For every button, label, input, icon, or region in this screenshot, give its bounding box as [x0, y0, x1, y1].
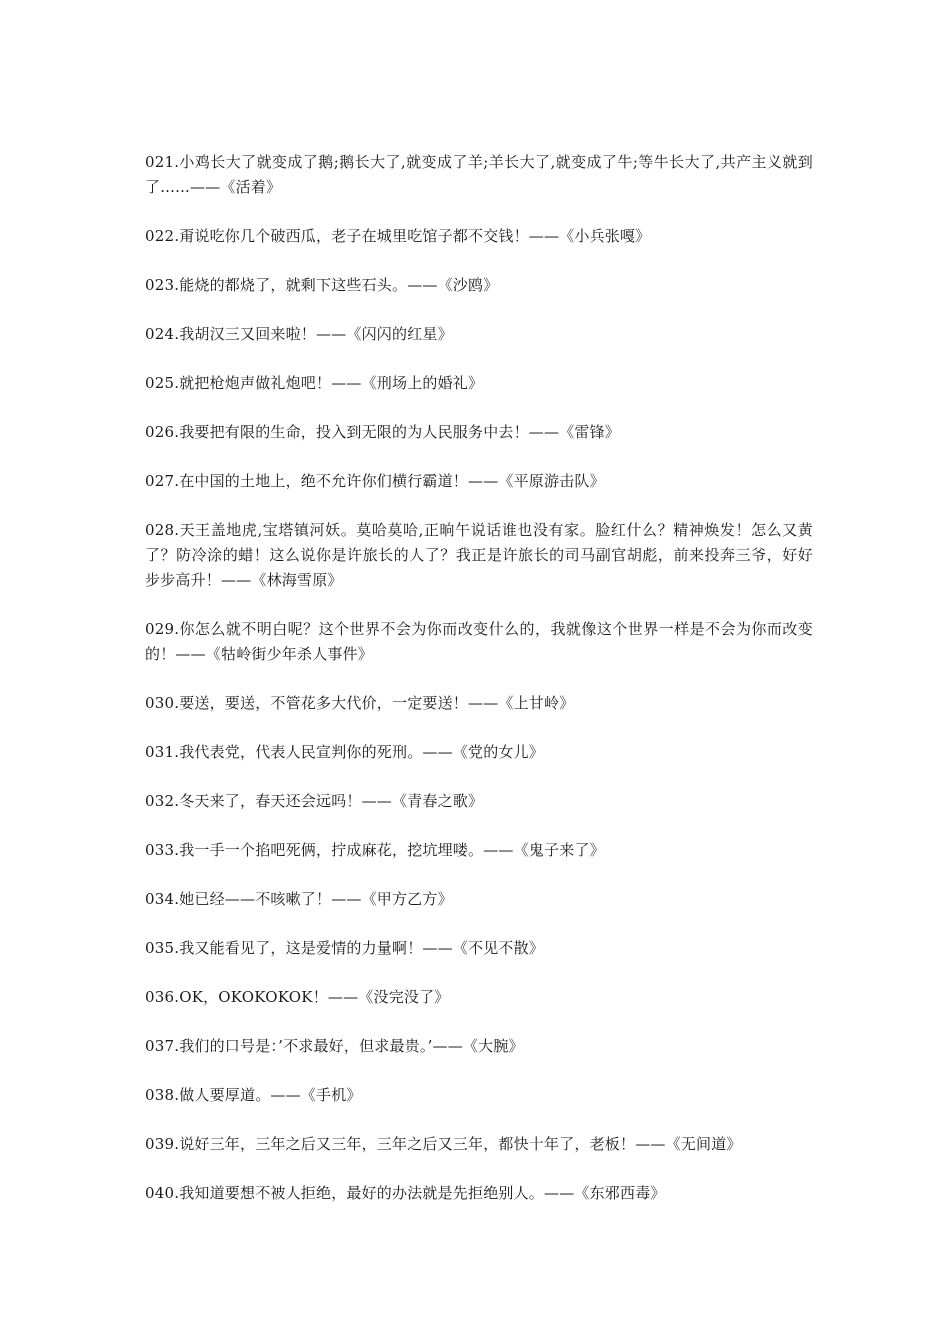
quote-028: 028.天王盖地虎,宝塔镇河妖。莫哈莫哈,正晌午说话谁也没有家。脸红什么？精神焕发！怎么又黄了？防冷涂的蜡！这么说你是许旅长的人了？我正是许旅长的司马副官胡彪，前来投奔三爷，好好步步高升！——《林海雪原》: [145, 521, 813, 589]
quote-025: 025.就把枪炮声做礼炮吧！——《刑场上的婚礼》: [145, 374, 484, 392]
quote-029: 029.你怎么就不明白呢？这个世界不会为你而改变什么的，我就像这个世界一样是不会为你而改变的！——《牯岭街少年杀人事件》: [145, 620, 813, 663]
quote-033: 033.我一手一个掐吧死俩，拧成麻花，挖坑埋喽。——《鬼子来了》: [145, 841, 605, 859]
quote-026: 026.我要把有限的生命，投入到无限的为人民服务中去！——《雷锋》: [145, 423, 621, 441]
quote-034: 034.她已经——不咳嗽了！——《甲方乙方》: [145, 890, 453, 908]
quote-032: 032.冬天来了，春天还会远吗！——《青春之歌》: [145, 792, 484, 810]
quote-040: 040.我知道要想不被人拒绝，最好的办法就是先拒绝别人。——《东邪西毒》: [145, 1184, 666, 1202]
quote-022: 022.甭说吃你几个破西瓜，老子在城里吃馆子都不交钱！——《小兵张嘎》: [145, 227, 651, 245]
quote-024: 024.我胡汉三又回来啦！——《闪闪的红星》: [145, 325, 453, 343]
quote-035: 035.我又能看见了，这是爱情的力量啊！——《不见不散》: [145, 939, 545, 957]
quote-021: 021.小鸡长大了就变成了鹅;鹅长大了,就变成了羊;羊长大了,就变成了牛;等牛长大了,共产主义就到了......——《活着》: [145, 153, 813, 196]
quote-031: 031.我代表党，代表人民宣判你的死刑。——《党的女儿》: [145, 743, 545, 761]
quote-023: 023.能烧的都烧了，就剩下这些石头。——《沙鸥》: [145, 276, 499, 294]
quote-036: 036.OK，OKOKOKOK！——《没完没了》: [145, 988, 450, 1006]
quote-list: [145, 150, 813, 1230]
quote-030: 030.要送，要送，不管花多大代价，一定要送！——《上甘岭》: [145, 694, 575, 712]
quote-037: 037.我们的口号是：’不求最好，但求最贵。’——《大腕》: [145, 1037, 524, 1055]
quote-038: 038.做人要厚道。——《手机》: [145, 1086, 362, 1104]
quote-039: 039.说好三年，三年之后又三年，三年之后又三年，都快十年了，老板！——《无间道》: [145, 1135, 742, 1153]
quote-027: 027.在中国的土地上，绝不允许你们横行霸道！——《平原游击队》: [145, 472, 605, 490]
